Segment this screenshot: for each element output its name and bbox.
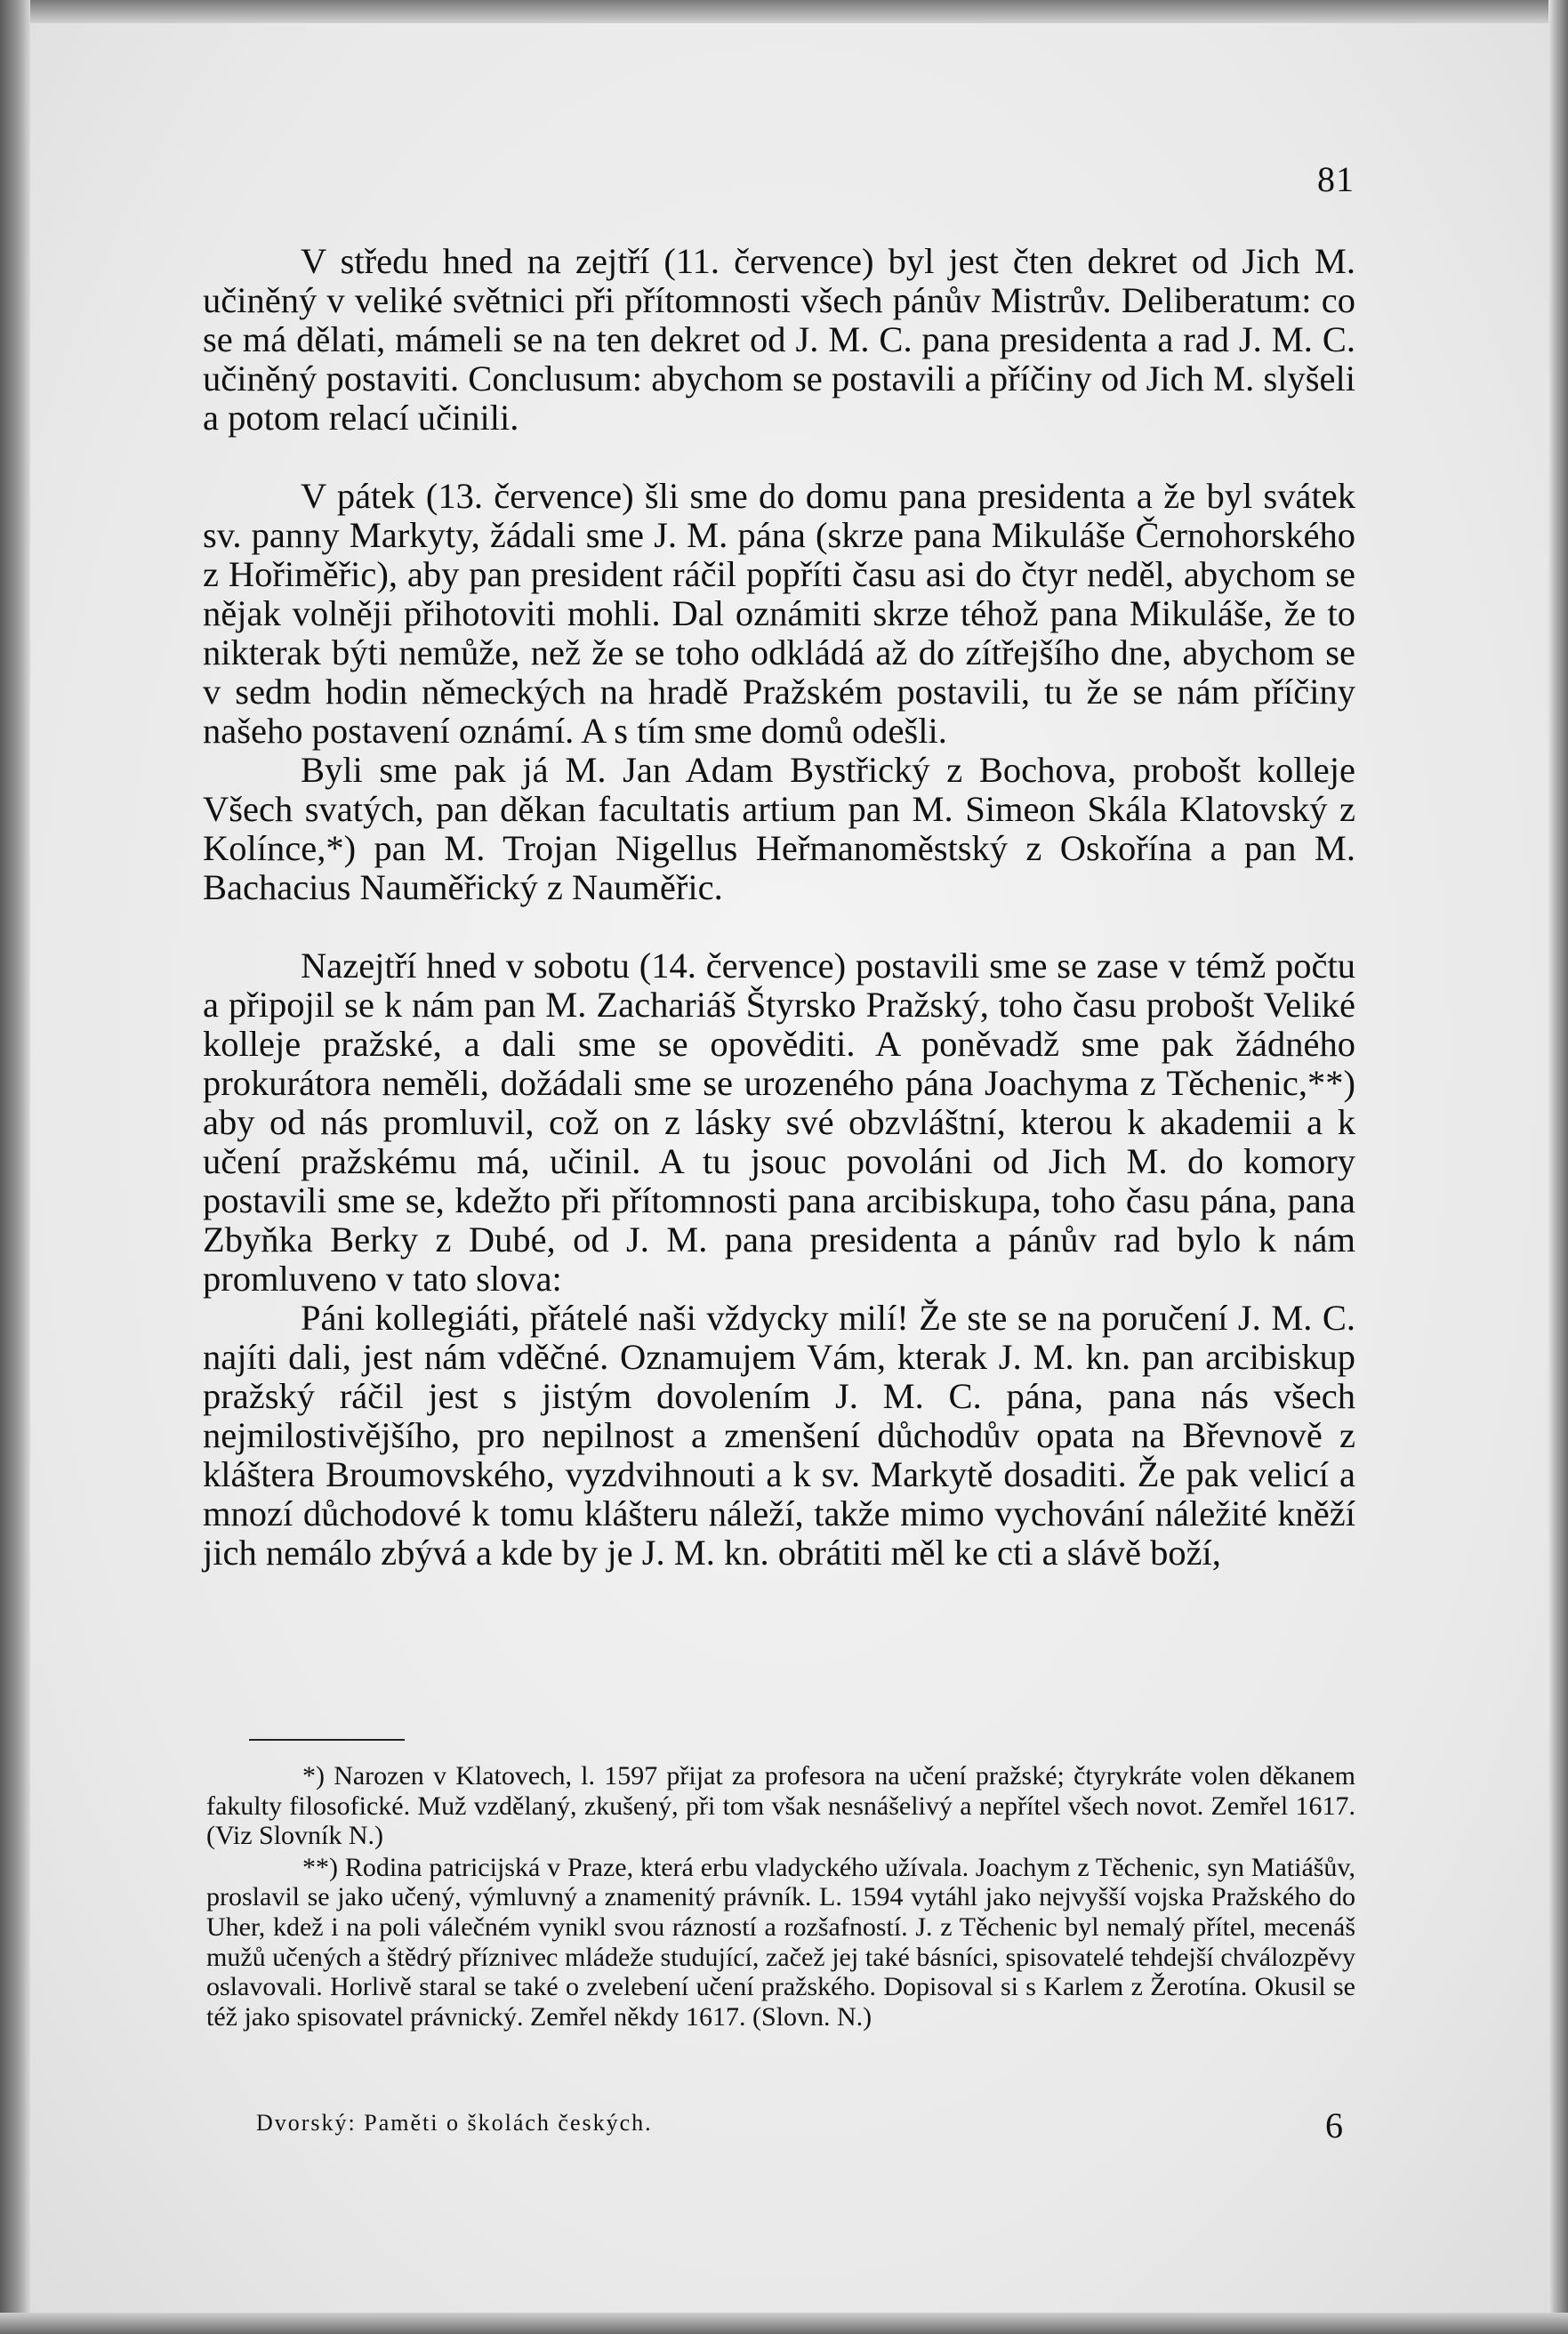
paragraph-3: Byli sme pak já M. Jan Adam Bystřický z Bochova, probošt kolleje Všech svatých, pan děkan facultatis artium pan M. Simeon Skála Klatovský z Kolínce,*) pan M. Trojan Nigellus Heřmanoměstský z Oskořína a pan M. Bachacius Nauměřický z Nauměřic. [203, 750, 1355, 907]
page-number: 81 [1317, 159, 1355, 199]
paragraph-4: Nazejtří hned v sobotu (14. července) postavili sme se zase v témž počtu a připojil se k nám pan M. Zachariáš Štyrsko Pražský, toho času probošt Veliké kolleje pražské, a dali sme se opověditi. A poněvadž sme pak žádného prokurátora neměli, dožádali sme se urozeného pána Joachyma z Těchenic,**) aby od nás promluvil, což on z lásky své obzvláštní, kterou k akademii a k učení pražskému má, učinil. A tu jsouc povoláni od Jich M. do komory postavili sme se, kdežto při přítomnosti pana arcibiskupa, toho času pána, pana Zbyňka Berky z Dubé, od J. M. pana presidenta a pánův rad bylo k nám promluveno v tato slova: [203, 946, 1355, 1299]
page-footer [256, 2105, 1355, 2145]
footnote-1: *) Narozen v Klatovech, l. 1597 přijat za profesora na učení pražské; čtyrykráte volen děkanem fakulty filosofické. Muž vzdělaný, zkušený, při tom však nesnášelivý a nepřítel všech novot. Zemřel 1617. (Viz Slovník N.) [206, 1761, 1355, 1851]
paragraph-1: V středu hned na zejtří (11. července) byl jest čten dekret od Jich M. učiněný v veliké světnici při přítomnosti všech pánův Mistrův. Deliberatum: co se má dělati, mámeli se na ten dekret od J. M. C. pana presidenta a rad J. M. C. učiněný postaviti. Conclusum: abychom se postavili a příčiny od Jich M. slyšeli a potom relací učinili. [203, 241, 1355, 438]
footnotes [206, 1761, 1355, 2032]
footnote-separator [249, 1739, 405, 1741]
running-title: Dvorský: Paměti o školách českých. [256, 2110, 653, 2136]
footnote-2: **) Rodina patricijská v Praze, která erbu vladyckého užívala. Joachym z Těchenic, syn Matiášův, proslavil se jako učený, výmluvný a znamenitý právník. L. 1594 vytáhl jako nejvyšší vojska Pražského do Uher, kdež i na poli válečném vynikl svou rázností a rozšafností. J. z Těchenic byl nemalý přítel, mecenáš mužů učených a štědrý příznivec mládeže studující, začež jej také básníci, spisovatelé tehdejší chválozpěvy oslavovali. Horlivě staral se také o zvelebení učení pražského. Dopisoval si s Karlem z Žerotína. Okusil se též jako spisovatel právnický. Zemřel někdy 1617. (Slovn. N.) [206, 1852, 1355, 2032]
scan-edge-right [1548, 0, 1568, 2334]
scan-edge-top [0, 0, 1568, 23]
paragraph-2: V pátek (13. července) šli sme do domu pana presidenta a že byl svátek sv. panny Markyty, žádali sme J. M. pána (skrze pana Mikuláše Černohorského z Hořiměřic), aby pan president ráčil popříti času asi do čtyr neděl, abychom se nějak volněji přihotoviti mohli. Dal oznámiti skrze téhož pana Mikuláše, že to nikterak býti nemůže, než že se toho odkládá až do zítřejšího dne, abychom se v sedm hodin německých na hradě Pražském postavili, tu že se nám příčiny našeho postavení oznámí. A s tím sme domů odešli. [203, 476, 1355, 751]
signature-mark: 6 [1325, 2105, 1343, 2145]
main-text [203, 242, 1355, 1573]
scan-edge-bottom [0, 2313, 1568, 2334]
paragraph-5: Páni kollegiáti, přátelé naši vždycky milí! Že ste se na poručení J. M. C. najíti dali, jest nám vděčné. Oznamujem Vám, kterak J. M. kn. pan arcibiskup pražský ráčil jest s jistým dovolením J. M. C. pána, pana nás všech nejmilostivějšího, pro nepilnost a zmenšení důchodův opata na Břevnově z kláštera Broumovského, vyzdvihnouti a k sv. Markytě dosaditi. Že pak velicí a mnozí důchodové k tomu klášteru náleží, takže mimo vychování náležité kněží jich nemálo zbývá a kde by je J. M. kn. obrátiti měl ke cti a slávě boží, [203, 1298, 1355, 1573]
scan-edge-left [0, 0, 30, 2334]
